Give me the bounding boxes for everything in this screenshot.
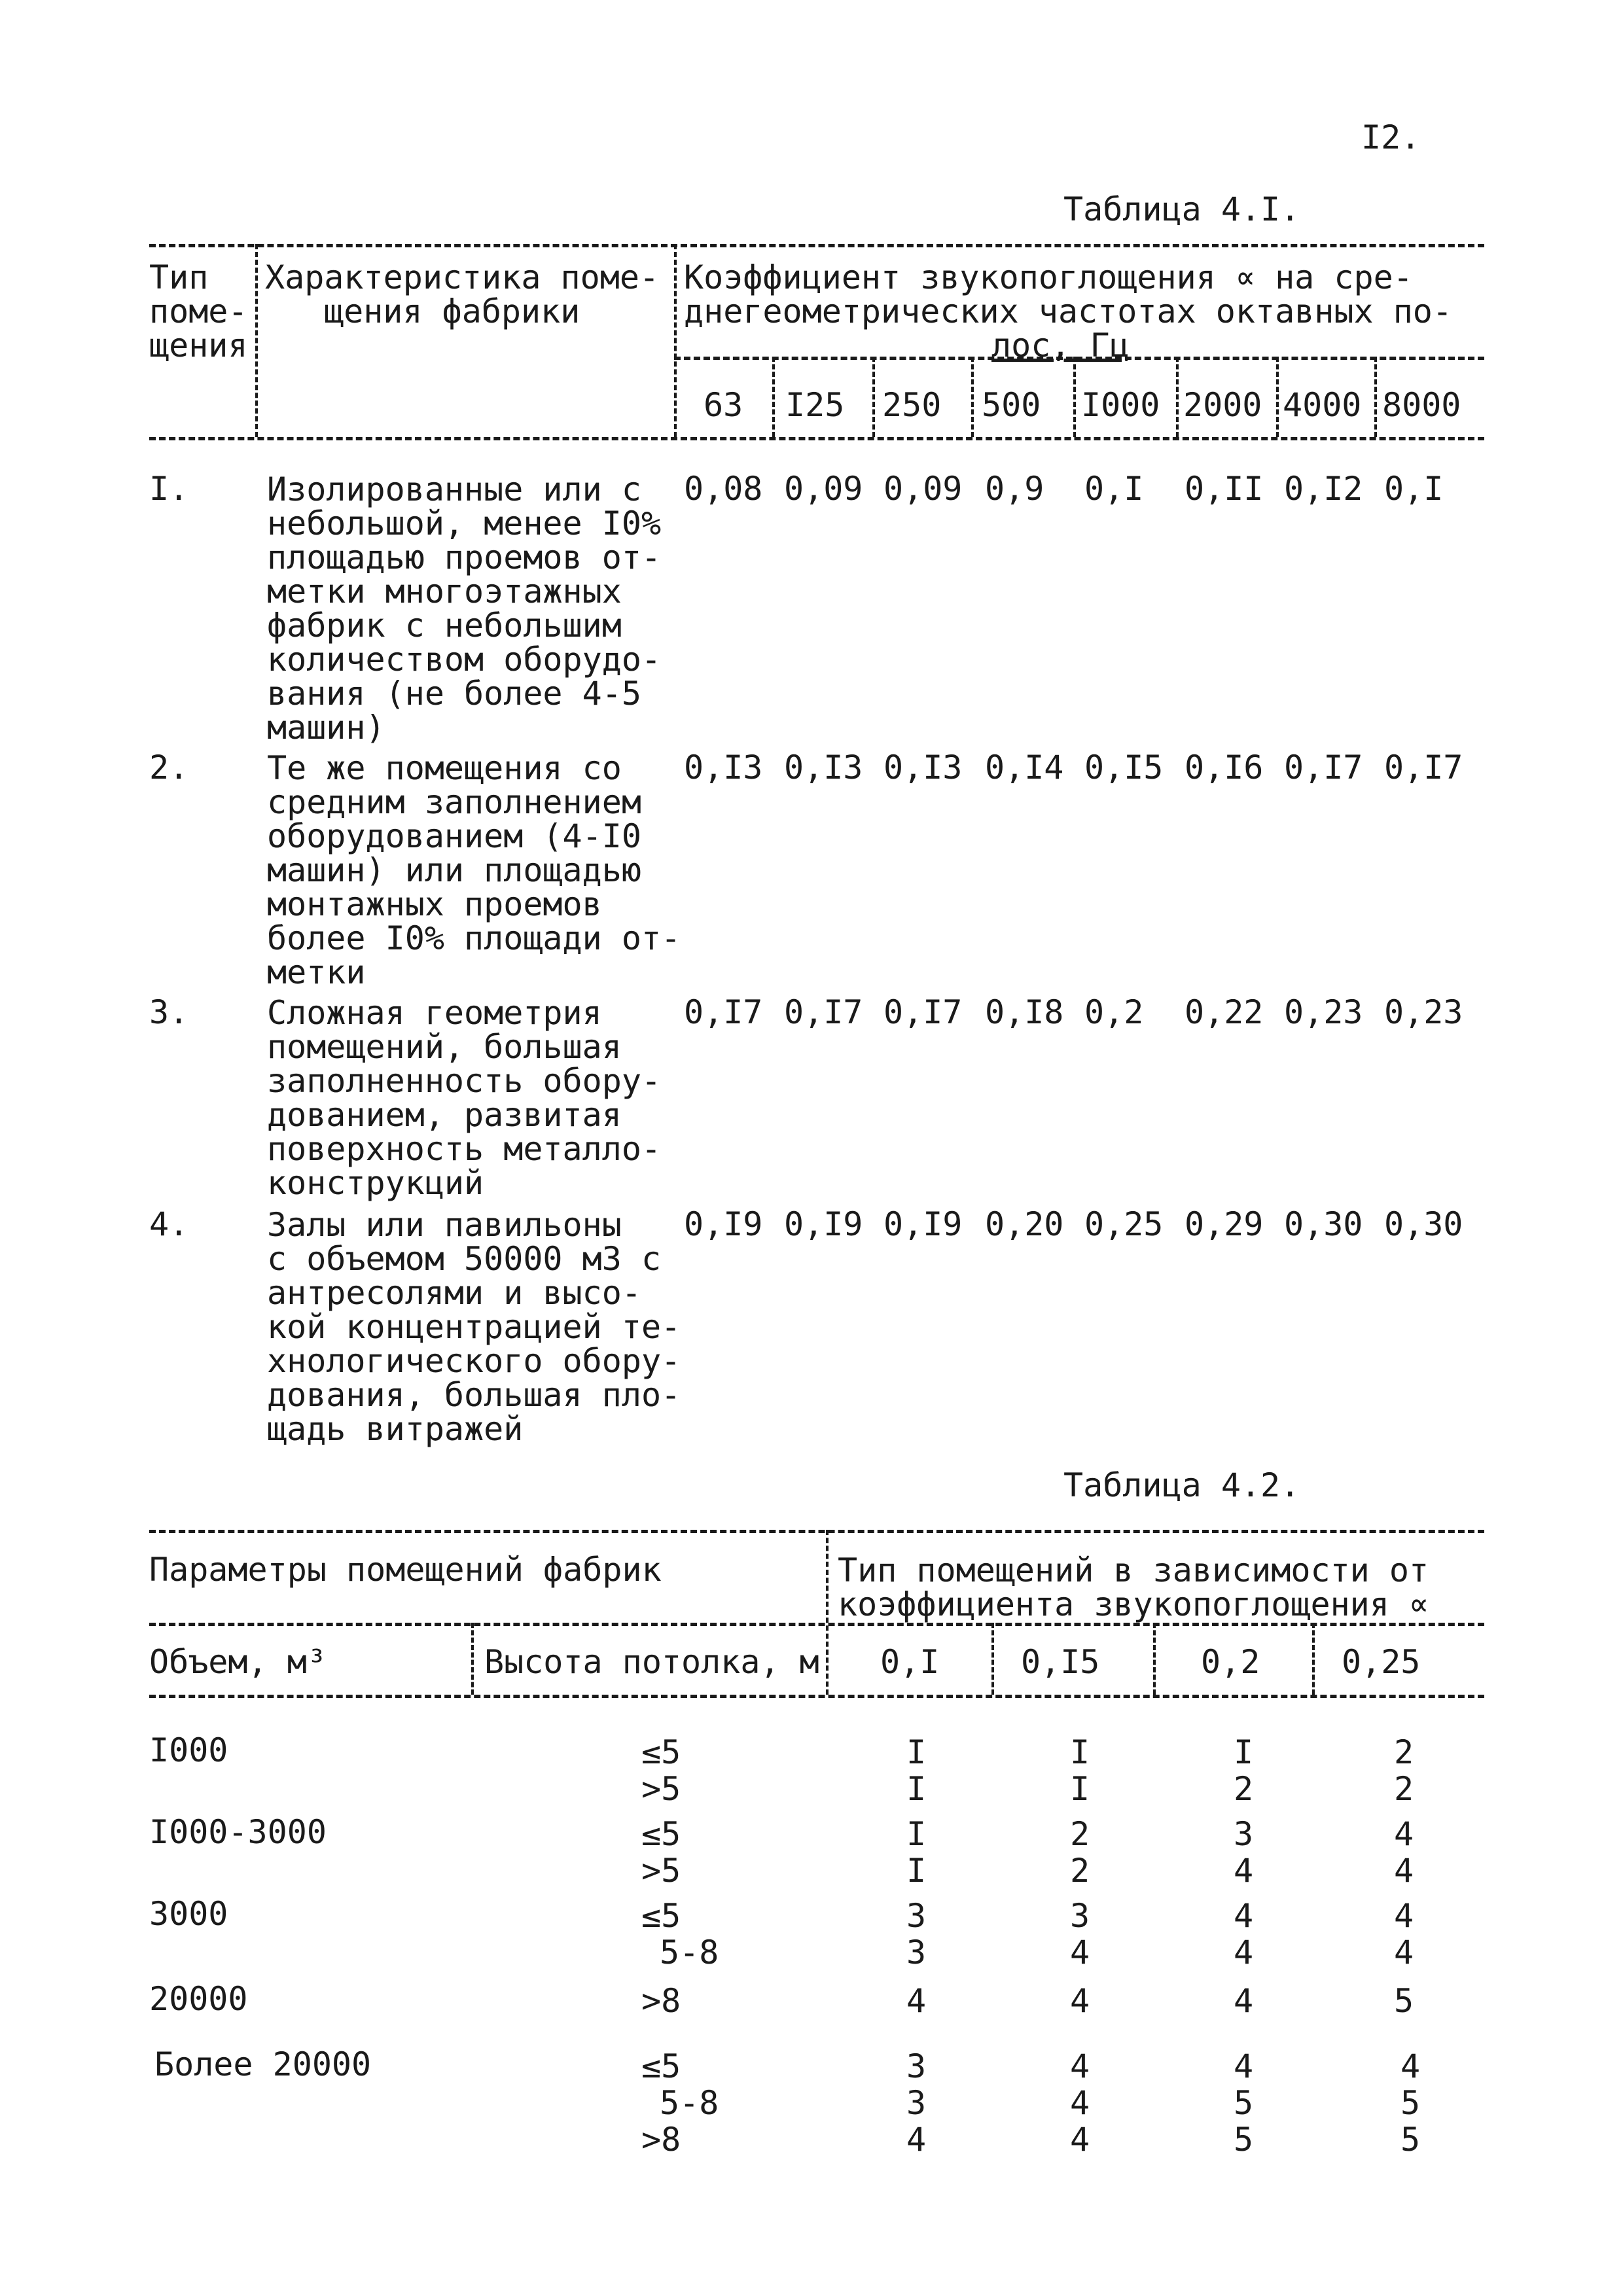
table1-cell: 0,08 (684, 470, 763, 508)
table1-cell: 0,I3 (883, 749, 963, 786)
table2-header-coef: 0,25 (1342, 1643, 1421, 1681)
table1-freq-header: 500 (982, 386, 1041, 424)
table2-cell: 4 5 5 (1234, 2047, 1254, 2159)
table1-header-type: Тип поме- щения (149, 258, 248, 364)
table2-cell: I 2 (1234, 1733, 1254, 1808)
table1-row-type: 4. (149, 1205, 189, 1243)
table1-caption: Таблица 4.I. (1063, 190, 1300, 228)
table1-cell: 0,I8 (985, 993, 1064, 1031)
table2-row-volume: I000 (149, 1731, 228, 1769)
table1-col-sep (1073, 357, 1076, 437)
table2-caption: Таблица 4.2. (1063, 1466, 1300, 1504)
table2-cell: 4 4 4 (1070, 2047, 1090, 2159)
table1-col-sep (772, 357, 775, 437)
table2-header-coef: 0,I (880, 1643, 940, 1681)
table2-cell: 5 (1394, 1982, 1414, 2020)
table1-cell: 0,20 (985, 1205, 1064, 1243)
table2-col-sep (826, 1530, 829, 1695)
table1-cell: 0,I5 (1084, 749, 1164, 786)
table2-header-params: Параметры помещений фабрик (149, 1551, 662, 1589)
table2-row-heights: >8 (641, 1982, 681, 2020)
table2-col-sep (1312, 1623, 1315, 1695)
table1-col-sep (872, 357, 875, 437)
table1-cell: 0,I4 (985, 749, 1064, 786)
table1-cell: 0,I7 (784, 993, 863, 1031)
table1-col-sep (674, 244, 677, 437)
table2-col-sep (1153, 1623, 1156, 1695)
table2-cell: 4 5 5 (1400, 2047, 1421, 2159)
table1-col-sep (1176, 357, 1179, 437)
table2-cell: 4 (1234, 1982, 1254, 2020)
table1-cell: 0,I3 (784, 749, 863, 786)
table1-cell: 0,I7 (684, 993, 763, 1031)
table1-cell: 0,I9 (784, 1205, 863, 1243)
table1-col-sep (1276, 357, 1279, 437)
table1-col-sep (971, 357, 974, 437)
table2-cell: 3 4 (1234, 1815, 1254, 1890)
table1-cell: 0,I7 (1384, 749, 1463, 786)
table1-cell: 0,I9 (684, 1205, 763, 1243)
table1-cell: 0,I (1384, 470, 1444, 508)
table1-cell: 0,25 (1084, 1205, 1164, 1243)
table2-top-rule (149, 1530, 1484, 1533)
table1-freq-header: 250 (882, 386, 942, 424)
table1-freq-header: 2000 (1183, 386, 1262, 424)
table2-row-heights: ≤5 5-8 >8 (641, 2047, 719, 2159)
table1-col-sep (1374, 357, 1377, 437)
table2-row-heights: ≤5 >5 (641, 1733, 681, 1808)
table1-cell: 0,9 (985, 470, 1044, 508)
table2-cell: 3 3 (906, 1897, 927, 1971)
table1-cell: 0,22 (1185, 993, 1264, 1031)
table1-cell: 0,23 (1384, 993, 1463, 1031)
table1-freq-header: 8000 (1382, 386, 1461, 424)
table1-cell: 0,I2 (1284, 470, 1363, 508)
table1-cell: 0,I (1084, 470, 1144, 508)
table1-col-sep (255, 244, 258, 437)
table2-cell: 4 4 (1394, 1815, 1414, 1890)
table1-cell: 0,I7 (1284, 749, 1363, 786)
table2-cell: 4 (1070, 1982, 1090, 2020)
table1-row-description: Залы или павильоны с объемом 50000 м3 с антресолями и высо- кой концентрацией те- хнологического обору- дования, большая пло- щадь витражей (267, 1206, 681, 1448)
table1-row-type: 2. (149, 749, 189, 786)
table1-cell: 0,30 (1284, 1205, 1363, 1243)
table1-cell: 0,I6 (1185, 749, 1264, 786)
table2-header-volume: Объем, м³ (149, 1643, 327, 1681)
table2-cell: 2 2 (1070, 1815, 1090, 1890)
table2-header-coef: 0,2 (1201, 1643, 1260, 1681)
table1-freq-header: 63 (704, 386, 743, 424)
table2-header-coef: 0,I5 (1021, 1643, 1100, 1681)
table2-cell: 4 (906, 1982, 927, 2020)
table2-row-volume: 20000 (149, 1980, 248, 2018)
table2-cell: I I (1070, 1733, 1090, 1808)
table1-freq-header: I000 (1081, 386, 1160, 424)
table1-cell: 0,09 (784, 470, 863, 508)
table2-cell: 4 4 (1234, 1897, 1254, 1971)
table2-cell: I I (906, 1733, 927, 1808)
table2-row-volume: Более 20000 (154, 2045, 372, 2083)
table1-cell: 0,II (1185, 470, 1264, 508)
table2-row-heights: ≤5 5-8 (641, 1897, 719, 1971)
table1-cell: 0,29 (1185, 1205, 1264, 1243)
table1-freq-header: I25 (785, 386, 845, 424)
table1-row-description: Те же помещения со средним заполнением оборудованием (4-I0 машин) или площадью монтажных проемов более I0% площади от- метки (267, 749, 681, 991)
table1-cell: 0,30 (1384, 1205, 1463, 1243)
table1-header-bottom-rule (149, 437, 1484, 440)
table2-row-heights: ≤5 >5 (641, 1815, 681, 1890)
table1-cell: 0,I3 (684, 749, 763, 786)
table1-cell: 0,09 (883, 470, 963, 508)
table2-col-sep (471, 1623, 474, 1695)
table2-header-bottom-rule (149, 1695, 1484, 1698)
table2-cell: 3 4 (1070, 1897, 1090, 1971)
page-number: I2. (1361, 118, 1421, 156)
table1-cell: 0,I7 (883, 993, 963, 1031)
table2-row-volume: I000-3000 (149, 1813, 327, 1851)
table1-top-rule (149, 244, 1484, 247)
table1-row-description: Сложная геометрия помещений, большая заполненность обору- дованием, развитая поверхность металло- конструкций (267, 994, 662, 1202)
table1-freq-header: 4000 (1283, 386, 1362, 424)
table2-row-volume: 3000 (149, 1895, 228, 1933)
table1-cell: 0,I9 (883, 1205, 963, 1243)
table2-col-sep (991, 1623, 994, 1695)
table1-header-characteristic: Характеристика поме- щения фабрики (265, 258, 660, 330)
table2-header-height: Высота потолка, м (484, 1643, 819, 1681)
table1-cell: 0,23 (1284, 993, 1363, 1031)
table1-row-type: 3. (149, 993, 189, 1031)
table2-header-type-dependence: Тип помещений в зависимости от коэффициента звукопоглощения ∝ (838, 1551, 1429, 1623)
table1-row-type: I. (149, 470, 189, 508)
table1-row-description: Изолированные или с небольшой, менее I0% площадью проемов от- метки многоэтажных фабрик с небольшим количеством оборудо- вания (не более 4-5 машин) (267, 470, 662, 747)
table1-cell: 0,2 (1084, 993, 1144, 1031)
table2-cell: I I (906, 1815, 927, 1890)
table2-cell: 2 2 (1394, 1733, 1414, 1808)
table1-header-coefficient: Коэффициент звукопоглощения ∝ на сре- днегеометрических частотах октавных по- лос, Гц (684, 258, 1452, 364)
table2-cell: 4 4 (1394, 1897, 1414, 1971)
table2-cell: 3 3 4 (906, 2047, 927, 2159)
